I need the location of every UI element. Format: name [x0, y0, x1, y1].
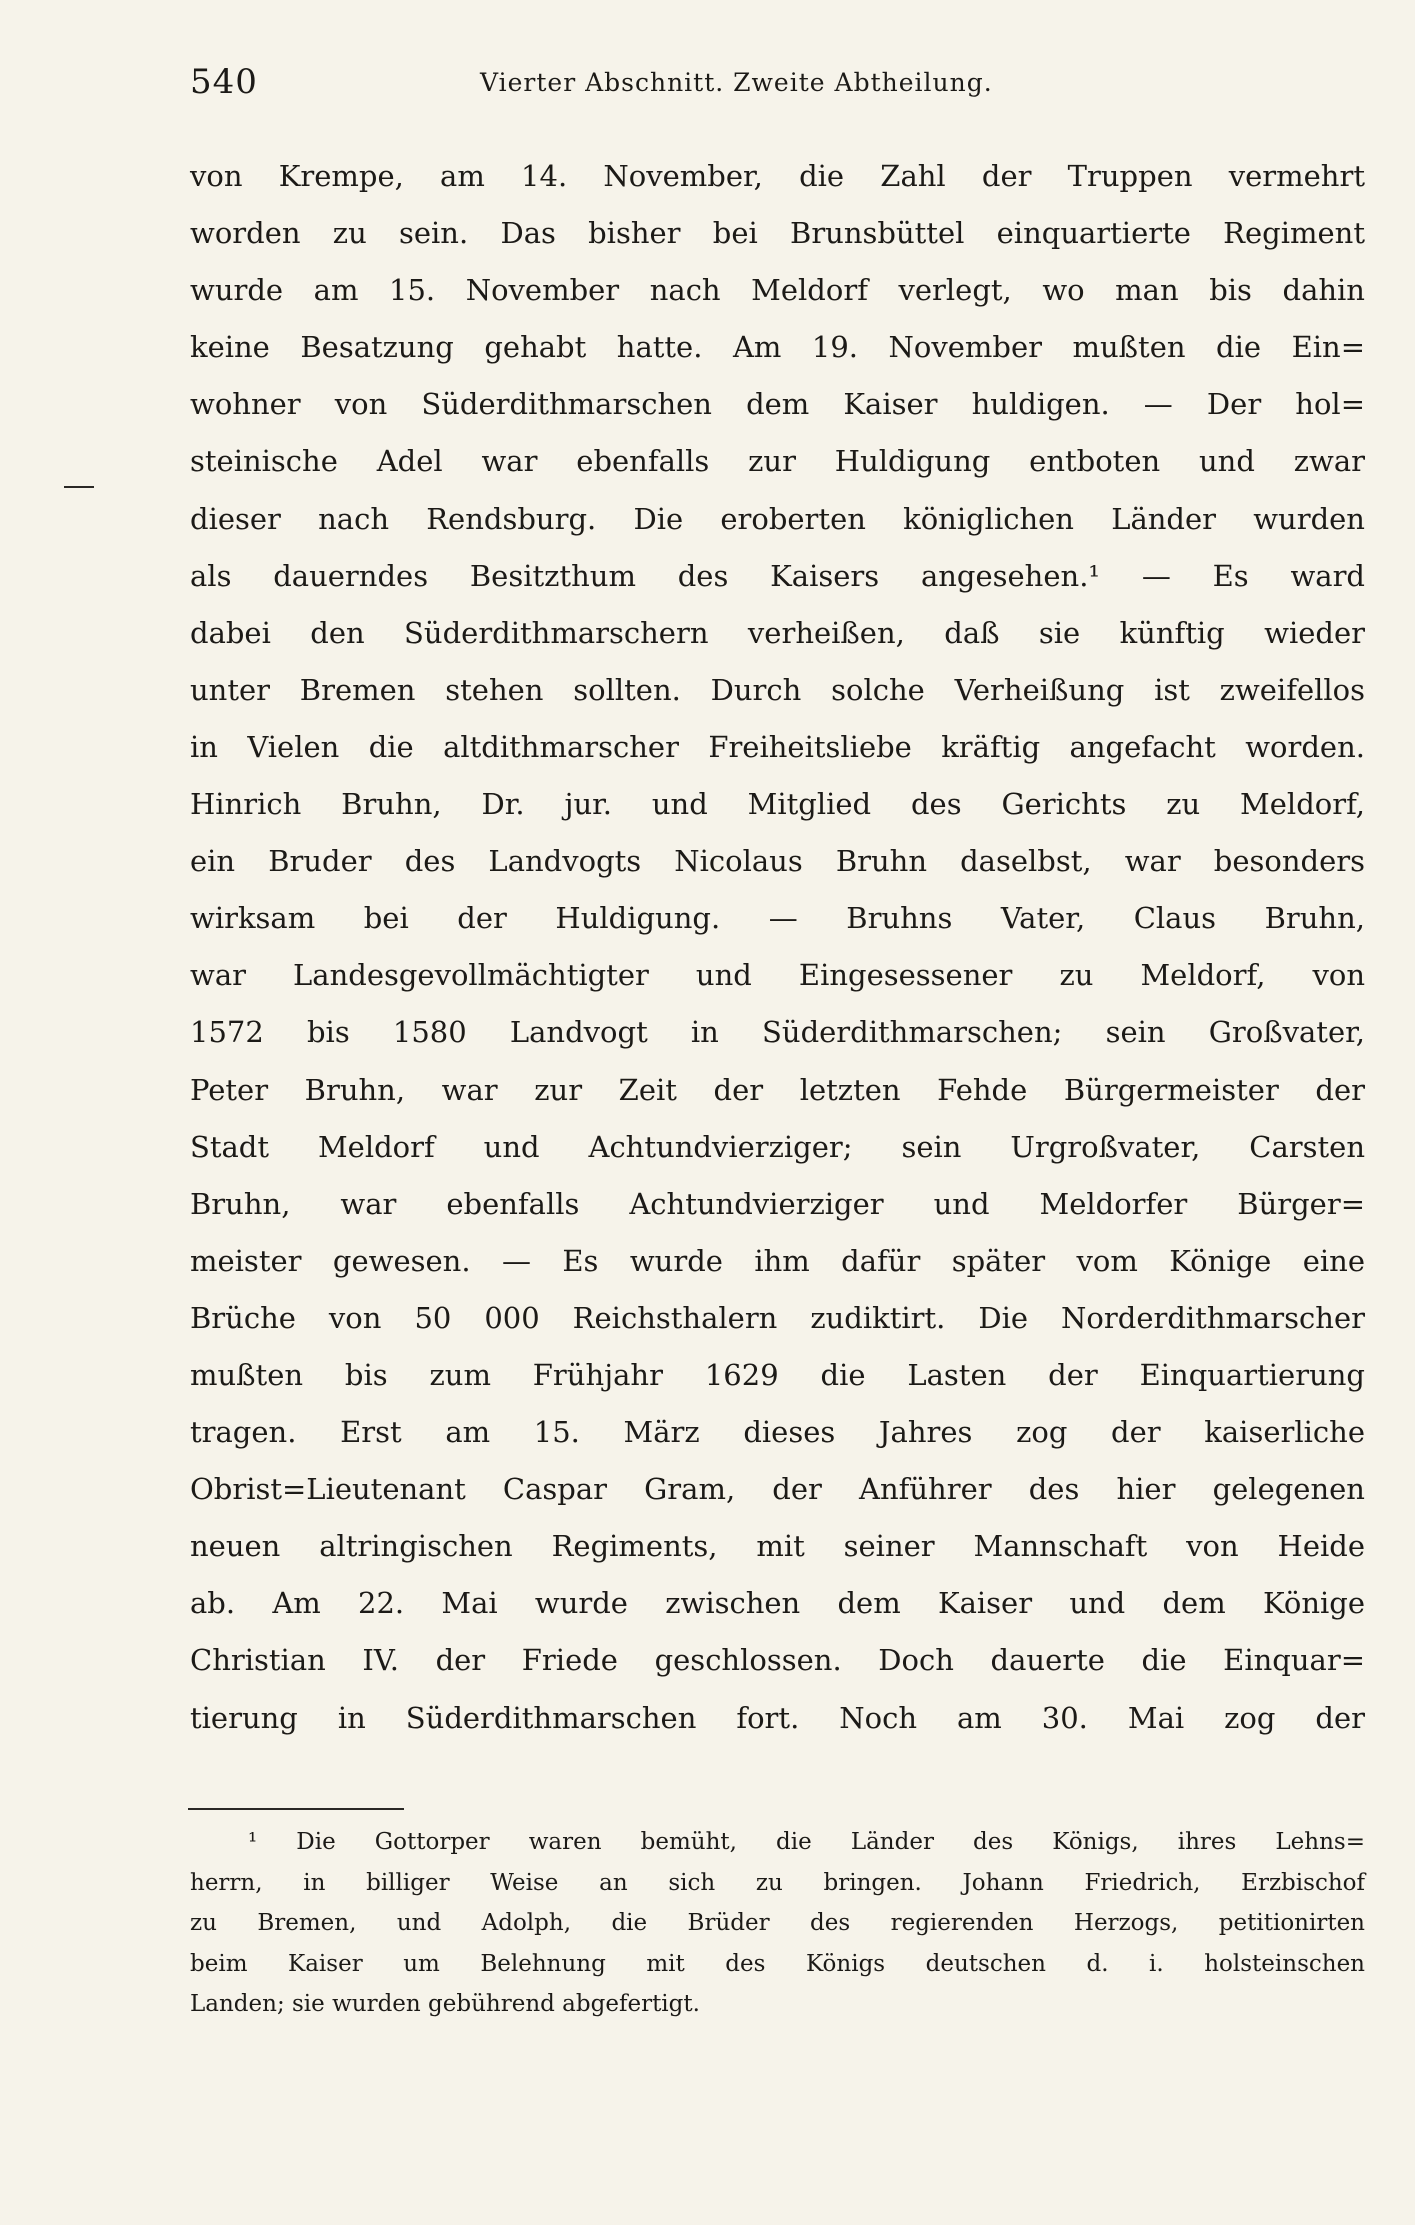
running-title: Vierter Abschnitt. Zweite Abtheilung.: [480, 68, 993, 97]
body-line: tierung in Süderdithmarschen fort. Noch am 30. Mai zog der: [190, 1700, 1365, 1735]
body-line: Obrist=Lieutenant Caspar Gram, der Anführer des hier gelegenen: [190, 1472, 1365, 1507]
footnote-line: zu Bremen, und Adolph, die Brüder des regierenden Herzogs, petitionirten: [190, 1910, 1365, 1936]
body-line: Hinrich Bruhn, Dr. jur. und Mitglied des Gerichts zu Meldorf,: [190, 787, 1365, 822]
running-head: [190, 62, 1370, 112]
body-line: Bruhn, war ebenfalls Achtundvierziger und Meldorfer Bürger=: [190, 1186, 1365, 1221]
body-line: ein Bruder des Landvogts Nicolaus Bruhn daselbst, war besonders: [190, 844, 1365, 879]
body-line: als dauerndes Besitzthum des Kaisers angesehen.¹ — Es ward: [190, 558, 1365, 593]
body-line: worden zu sein. Das bisher bei Brunsbüttel einquartierte Regiment: [190, 216, 1365, 251]
footnote-rule: [188, 1808, 404, 1810]
footnote-line: herrn, in billiger Weise an sich zu bringen. Johann Friedrich, Erzbischof: [190, 1869, 1365, 1896]
body-line: mußten bis zum Frühjahr 1629 die Lasten der Einquartierung: [190, 1357, 1365, 1392]
body-line: wirksam bei der Huldigung. — Bruhns Vater, Claus Bruhn,: [190, 901, 1365, 936]
body-line: von Krempe, am 14. November, die Zahl der Truppen vermehrt: [190, 159, 1365, 193]
body-line: unter Bremen stehen sollten. Durch solche Verheißung ist zweifellos: [190, 672, 1365, 707]
body-line: Peter Bruhn, war zur Zeit der letzten Fehde Bürgermeister der: [190, 1072, 1365, 1107]
body-text: [190, 148, 1365, 1747]
body-line: in Vielen die altdithmarscher Freiheitsliebe kräftig angefacht worden.: [190, 729, 1365, 764]
body-line: Christian IV. der Friede geschlossen. Doch dauerte die Einquar=: [190, 1643, 1365, 1678]
footnote-line: Landen; sie wurden gebührend abgefertigt.: [190, 1991, 700, 2017]
body-line: war Landesgevollmächtigter und Eingesessener zu Meldorf, von: [190, 958, 1365, 993]
footnote-line: ¹ Die Gottorper waren bemüht, die Länder des Königs, ihres Lehns=: [248, 1829, 1365, 1855]
body-line: Brüche von 50 000 Reichsthalern zudiktirt. Die Norderdithmarscher: [190, 1300, 1365, 1335]
footnotes: [190, 1822, 1365, 2025]
body-line: meister gewesen. — Es wurde ihm dafür später vom Könige eine: [190, 1243, 1365, 1278]
body-line: neuen altringischen Regiments, mit seiner Mannschaft von Heide: [190, 1529, 1365, 1564]
body-line: ab. Am 22. Mai wurde zwischen dem Kaiser und dem Könige: [190, 1586, 1365, 1621]
body-line: keine Besatzung gehabt hatte. Am 19. November mußten die Ein=: [190, 330, 1365, 365]
body-line: 1572 bis 1580 Landvogt in Süderdithmarschen; sein Großvater,: [190, 1015, 1365, 1050]
body-line: tragen. Erst am 15. März dieses Jahres zog der kaiserliche: [190, 1415, 1365, 1450]
page-number: 540: [190, 62, 258, 102]
body-line: wohner von Süderdithmarschen dem Kaiser huldigen. — Der hol=: [190, 387, 1365, 422]
margin-mark: [64, 486, 94, 488]
footnote-line: beim Kaiser um Belehnung mit des Königs deutschen d. i. holsteinschen: [190, 1950, 1365, 1977]
body-line: Stadt Meldorf und Achtundvierziger; sein Urgroßvater, Carsten: [190, 1129, 1365, 1164]
body-line: steinische Adel war ebenfalls zur Huldigung entboten und zwar: [190, 444, 1365, 479]
body-line: dabei den Süderdithmarschern verheißen, daß sie künftig wieder: [190, 615, 1365, 650]
body-line: wurde am 15. November nach Meldorf verlegt, wo man bis dahin: [190, 273, 1365, 308]
body-line: dieser nach Rendsburg. Die eroberten königlichen Länder wurden: [190, 501, 1365, 536]
